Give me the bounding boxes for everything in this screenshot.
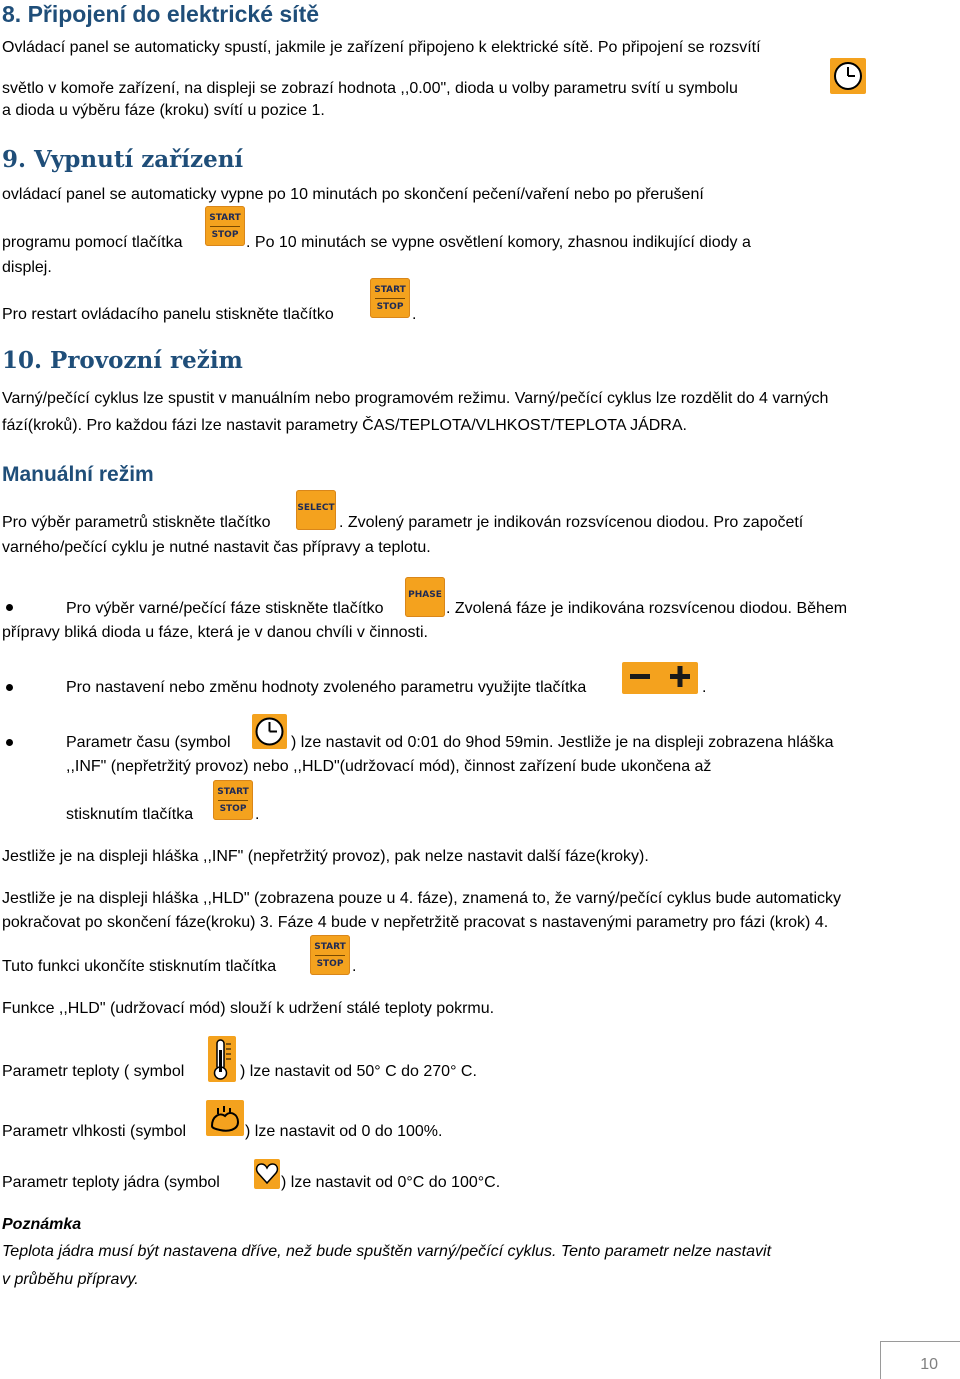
thermometer-icon (208, 1036, 236, 1082)
s9-line-3: displej. (2, 259, 52, 276)
start-label: START (209, 213, 241, 223)
manual-b3b: ) lze nastavit od 0:01 do 9hod 59min. Jestliže je na displeji zobrazena hláška (291, 734, 834, 751)
select-label: SELECT (297, 503, 335, 513)
manual-p1c: varného/pečící cyklu je nutné nastavit čas přípravy a teplotu. (2, 539, 431, 556)
manual-p6a: Parametr teploty ( symbol (2, 1063, 185, 1080)
manual-b1a: Pro výběr varné/pečící fáze stiskněte tlačítko (66, 600, 384, 617)
start-label: START (374, 285, 406, 295)
start-stop-button[interactable] (205, 206, 245, 246)
start-stop-button[interactable] (213, 780, 253, 820)
phase-label: PHASE (408, 590, 442, 600)
note-title: Poznámka (2, 1216, 82, 1233)
s8-line-3: a dioda u výběru fáze (kroku) svítí u pozice 1. (2, 102, 325, 119)
start-label: START (217, 787, 249, 797)
manual-p7a: Parametr vlhkosti (symbol (2, 1123, 187, 1140)
s9-line-4b: . (412, 306, 417, 323)
stop-label: STOP (211, 230, 239, 240)
start-stop-button[interactable] (370, 278, 410, 318)
s8-line-1: Ovládací panel se automaticky spustí, jakmile je zařízení připojeno k elektrické sítě. Po připojení se rozsvítí (2, 39, 761, 56)
manual-b3a: Parametr času (symbol (66, 734, 231, 751)
bullet-dot (6, 684, 13, 691)
manual-p1b: . Zvolený parametr je indikován rozsvícenou diodou. Pro započetí (339, 514, 804, 531)
manual-p3b: pokračovat po skončení fáze(kroku) 3. Fáze 4 bude v nepřetržitě pracovat s nastavenými parametry pro fázi (krok) 4. (2, 914, 829, 931)
start-stop-button[interactable] (310, 935, 350, 975)
bullet-dot (6, 604, 13, 611)
humidity-icon (206, 1100, 244, 1136)
manual-b2b: . (702, 679, 707, 696)
s10-line-1: Varný/pečící cyklus lze spustit v manuálním nebo programovém režimu. Varný/pečící cyklus lze rozdělit do 4 varných (2, 390, 829, 407)
note-line-1: Teplota jádra musí být nastavena dříve, než bude spuštěn varný/pečící cyklus. Tento parametr nelze nastavit (2, 1243, 772, 1260)
page-number-divider (880, 1341, 960, 1342)
section-8-heading: 8. Připojení do elektrické sítě (2, 1, 320, 27)
stop-label: STOP (376, 302, 404, 312)
manual-p8a: Parametr teploty jádra (symbol (2, 1174, 220, 1191)
manual-p6b: ) lze nastavit od 50° C do 270° C. (240, 1063, 477, 1080)
s9-line-2a: programu pomocí tlačítka (2, 234, 183, 251)
manual-b1b: . Zvolená fáze je indikována rozsvícenou diodou. Během (446, 600, 848, 617)
manual-p1a: Pro výběr parametrů stiskněte tlačítko (2, 514, 271, 531)
clock-icon (830, 58, 866, 94)
stop-label: STOP (316, 959, 344, 969)
select-button[interactable] (296, 490, 336, 530)
start-label: START (314, 942, 346, 952)
manual-p7b: ) lze nastavit od 0 do 100%. (245, 1123, 443, 1140)
page-number-divider (880, 1341, 881, 1379)
s9-line-4a: Pro restart ovládacího panelu stiskněte tlačítko (2, 306, 334, 323)
manual-b1c: přípravy bliká dioda u fáze, která je v danou chvíli v činnosti. (2, 624, 428, 641)
manual-b3d: stisknutím tlačítka (66, 806, 194, 823)
section-10-heading: 10. Provozní režim (2, 347, 243, 374)
manual-mode-heading: Manuální režim (2, 463, 154, 486)
page-number: 10 (920, 1356, 938, 1373)
manual-b2a: Pro nastavení nebo změnu hodnoty zvoleného parametru využijte tlačítka (66, 679, 587, 696)
bullet-dot (6, 739, 13, 746)
manual-p4a: Tuto funkci ukončíte stisknutím tlačítka (2, 958, 277, 975)
core-temperature-icon (254, 1159, 280, 1189)
manual-b3c: ,,INF" (nepřetržitý provoz) nebo ,,HLD"(udržovací mód), činnost zařízení bude ukončena až (66, 758, 712, 775)
note-line-2: v průběhu přípravy. (2, 1271, 139, 1288)
s8-line-2: světlo v komoře zařízení, na displeji se zobrazí hodnota ,,0.00", dioda u volby parametru svítí u symbolu (2, 80, 738, 97)
manual-p3a: Jestliže je na displeji hláška ,,HLD" (zobrazena pouze u 4. fáze), znamená to, že varný/pečící cyklus bude automaticky (2, 890, 841, 907)
manual-p4b: . (352, 958, 357, 975)
manual-b3e: . (255, 806, 260, 823)
section-9-heading: 9. Vypnutí zařízení (2, 146, 244, 173)
stop-label: STOP (219, 804, 247, 814)
clock-icon (252, 714, 287, 749)
s9-line-1: ovládací panel se automaticky vypne po 10 minutách po skončení pečení/vaření nebo po přerušení (2, 186, 704, 203)
manual-p5: Funkce ,,HLD" (udržovací mód) slouží k udržení stálé teploty pokrmu. (2, 1000, 495, 1017)
minus-plus-icon[interactable] (622, 662, 698, 694)
manual-p2: Jestliže je na displeji hláška ,,INF" (nepřetržitý provoz), pak nelze nastavit další fáze(kroky). (2, 848, 649, 865)
s9-line-2b: . Po 10 minutách se vypne osvětlení komory, zhasnou indikující diody a (246, 234, 751, 251)
s10-line-2: fází(kroků). Pro každou fázi lze nastavit parametry ČAS/TEPLOTA/VLHKOST/TEPLOTA JÁDRA. (2, 417, 687, 434)
manual-p8b: ) lze nastavit od 0°C do 100°C. (281, 1174, 501, 1191)
phase-button[interactable] (405, 577, 445, 617)
